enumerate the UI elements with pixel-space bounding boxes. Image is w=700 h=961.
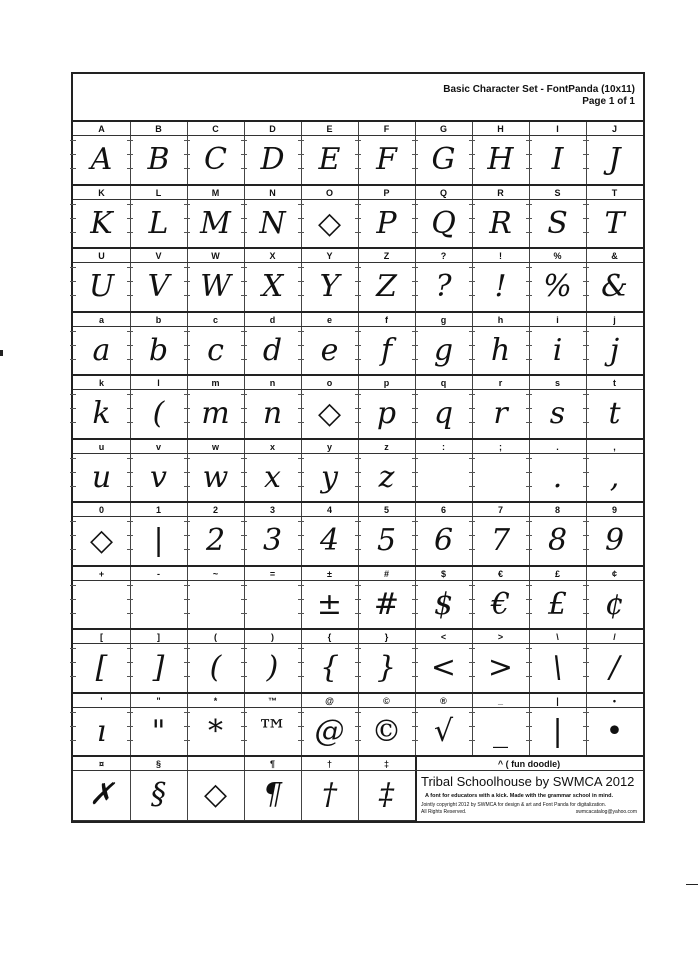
cell-label: E <box>301 122 358 136</box>
glyph-sample: s <box>529 390 586 440</box>
cell-label: ) <box>244 630 301 644</box>
cell-label: @ <box>301 694 358 708</box>
cell-label: V <box>130 249 187 263</box>
character-grid <box>73 122 643 821</box>
cell-label: Y <box>301 249 358 263</box>
cell-label: ¢ <box>586 567 643 581</box>
cell-label: B <box>130 122 187 136</box>
cell-label: 4 <box>301 503 358 517</box>
glyph-sample: ± <box>301 581 358 631</box>
row-divider <box>73 122 643 186</box>
cell-label: g <box>415 313 472 327</box>
cell-label: L <box>130 186 187 200</box>
glyph-sample: ı <box>73 708 130 758</box>
cell-label: J <box>586 122 643 136</box>
row-divider <box>73 503 643 567</box>
cell-label: Z <box>358 249 415 263</box>
cell-label: ¶ <box>244 757 301 771</box>
glyph-sample: L <box>130 200 187 250</box>
cell-label: ® <box>415 694 472 708</box>
cell-label: f <box>358 313 415 327</box>
glyph-sample: < <box>415 644 472 694</box>
glyph-sample: I <box>529 136 586 186</box>
glyph-sample: | <box>529 708 586 758</box>
sheet-header <box>73 74 643 122</box>
cell-label: + <box>73 567 130 581</box>
glyph-sample: ! <box>472 263 529 313</box>
glyph-sample: • <box>586 708 643 758</box>
cell-label: W <box>187 249 244 263</box>
glyph-sample: M <box>187 200 244 250</box>
cell-label: q <box>415 376 472 390</box>
cell-label: M <box>187 186 244 200</box>
cell-label: * <box>187 694 244 708</box>
sheet-title: Basic Character Set - FontPanda (10x11) <box>443 84 635 95</box>
cell-label: © <box>358 694 415 708</box>
cell-label: ± <box>301 567 358 581</box>
glyph-sample: ) <box>244 644 301 694</box>
glyph-sample: ™ <box>244 708 301 758</box>
cell-label: $ <box>415 567 472 581</box>
cell-label: ™ <box>244 694 301 708</box>
glyph-sample: % <box>529 263 586 313</box>
cell-label: v <box>130 440 187 454</box>
cell-label: € <box>472 567 529 581</box>
cell-label: ‡ <box>358 757 415 771</box>
cell-label: t <box>586 376 643 390</box>
glyph-sample: Q <box>415 200 472 250</box>
glyph-sample: Y <box>301 263 358 313</box>
glyph-sample: . <box>529 454 586 504</box>
glyph-sample: £ <box>529 581 586 631</box>
glyph-sample: | <box>130 517 187 567</box>
row-divider <box>73 376 643 440</box>
glyph-sample: B <box>130 136 187 186</box>
cell-label: 9 <box>586 503 643 517</box>
cell-label: Q <box>415 186 472 200</box>
glyph-sample: i <box>529 327 586 377</box>
footer-email: swmcacatalog@yahoo.com <box>575 809 637 815</box>
cell-label: G <box>415 122 472 136</box>
cell-label: w <box>187 440 244 454</box>
cell-label: C <box>187 122 244 136</box>
cell-label: : <box>415 440 472 454</box>
glyph-sample: H <box>472 136 529 186</box>
glyph-sample: ( <box>130 390 187 440</box>
glyph-sample: m <box>187 390 244 440</box>
cell-label: # <box>358 567 415 581</box>
cell-label: | <box>529 694 586 708</box>
glyph-sample: d <box>244 327 301 377</box>
cell-label: ] <box>130 630 187 644</box>
glyph-sample: ( <box>187 644 244 694</box>
glyph-sample: 3 <box>244 517 301 567</box>
cell-label: / <box>586 630 643 644</box>
glyph-sample: \ <box>529 644 586 694</box>
row-divider <box>73 567 643 631</box>
glyph-sample: t <box>586 390 643 440</box>
cell-label: { <box>301 630 358 644</box>
cell-label: e <box>301 313 358 327</box>
cell-label: ! <box>472 249 529 263</box>
glyph-sample: p <box>358 390 415 440</box>
cell-label: y <box>301 440 358 454</box>
cell-label: K <box>73 186 130 200</box>
cell-label: 1 <box>130 503 187 517</box>
glyph-sample: b <box>130 327 187 377</box>
cell-label: F <box>358 122 415 136</box>
glyph-sample: v <box>130 454 187 504</box>
glyph-sample: ◇ <box>73 517 130 567</box>
cell-label: x <box>244 440 301 454</box>
cell-label: † <box>301 757 358 771</box>
glyph-sample: Z <box>358 263 415 313</box>
glyph-sample: ¶ <box>244 771 301 821</box>
glyph-sample: * <box>187 708 244 758</box>
glyph-sample: @ <box>301 708 358 758</box>
cell-label: 3 <box>244 503 301 517</box>
glyph-sample: 7 <box>472 517 529 567</box>
glyph-sample: © <box>358 708 415 758</box>
cell-label <box>187 757 244 771</box>
glyph-sample: h <box>472 327 529 377</box>
glyph-sample: R <box>472 200 529 250</box>
glyph-sample: J <box>586 136 643 186</box>
cell-label: £ <box>529 567 586 581</box>
footer-title: Tribal Schoolhouse by SWMCA 2012 <box>421 774 635 789</box>
glyph-sample: ◇ <box>301 200 358 250</box>
footer-rights: All Rights Reserved. <box>421 809 467 815</box>
glyph-sample: ] <box>130 644 187 694</box>
cell-label: ~ <box>187 567 244 581</box>
cell-label: N <box>244 186 301 200</box>
glyph-sample: ? <box>415 263 472 313</box>
cell-label: I <box>529 122 586 136</box>
glyph-sample: K <box>73 200 130 250</box>
glyph-sample: 4 <box>301 517 358 567</box>
cell-label: A <box>73 122 130 136</box>
glyph-sample: E <box>301 136 358 186</box>
cell-label: > <box>472 630 529 644</box>
cell-label: D <box>244 122 301 136</box>
cell-label: n <box>244 376 301 390</box>
row-divider <box>73 440 643 504</box>
cell-label: d <box>244 313 301 327</box>
cell-label: = <box>244 567 301 581</box>
cell-label: X <box>244 249 301 263</box>
glyph-sample: & <box>586 263 643 313</box>
cell-label: P <box>358 186 415 200</box>
glyph-sample: _ <box>472 708 529 758</box>
cell-label: l <box>130 376 187 390</box>
footer-copyright: Jointly copyright 2012 by SWMCA for design & art and Font Panda for digitalization. <box>421 802 607 808</box>
glyph-sample: 9 <box>586 517 643 567</box>
cell-label: 7 <box>472 503 529 517</box>
glyph-sample: w <box>187 454 244 504</box>
glyph-sample: [ <box>73 644 130 694</box>
cell-label: R <box>472 186 529 200</box>
cell-label: k <box>73 376 130 390</box>
cell-label: § <box>130 757 187 771</box>
glyph-sample: € <box>472 581 529 631</box>
glyph-sample: ◇ <box>187 771 244 821</box>
glyph-sample: W <box>187 263 244 313</box>
glyph-sample: } <box>358 644 415 694</box>
glyph-sample: r <box>472 390 529 440</box>
glyph-sample: T <box>586 200 643 250</box>
glyph-sample: " <box>130 708 187 758</box>
cell-label: ¤ <box>73 757 130 771</box>
row-divider <box>73 694 643 758</box>
cell-label: • <box>586 694 643 708</box>
glyph-sample: C <box>187 136 244 186</box>
cell-label: . <box>529 440 586 454</box>
glyph-sample: ◇ <box>301 390 358 440</box>
glyph-sample: √ <box>415 708 472 758</box>
glyph-sample: > <box>472 644 529 694</box>
glyph-sample: { <box>301 644 358 694</box>
cell-label: \ <box>529 630 586 644</box>
cell-label: ( <box>187 630 244 644</box>
glyph-sample: § <box>130 771 187 821</box>
glyph-sample: X <box>244 263 301 313</box>
cell-label: c <box>187 313 244 327</box>
glyph-sample: $ <box>415 581 472 631</box>
glyph-sample: D <box>244 136 301 186</box>
cell-label: b <box>130 313 187 327</box>
glyph-sample: 8 <box>529 517 586 567</box>
glyph-sample: a <box>73 327 130 377</box>
cell-label: m <box>187 376 244 390</box>
glyph-sample: k <box>73 390 130 440</box>
row-divider <box>73 249 643 313</box>
cell-label: a <box>73 313 130 327</box>
cell-label: % <box>529 249 586 263</box>
cell-label: , <box>586 440 643 454</box>
doodle-label: ^ ( fun doodle) <box>415 757 643 771</box>
cell-label: } <box>358 630 415 644</box>
cell-label: ; <box>472 440 529 454</box>
cell-label: h <box>472 313 529 327</box>
glyph-sample: g <box>415 327 472 377</box>
glyph-sample: S <box>529 200 586 250</box>
cell-label: ? <box>415 249 472 263</box>
cell-label: < <box>415 630 472 644</box>
glyph-sample: f <box>358 327 415 377</box>
glyph-sample: F <box>358 136 415 186</box>
cell-label: u <box>73 440 130 454</box>
glyph-sample: e <box>301 327 358 377</box>
glyph-sample: x <box>244 454 301 504</box>
glyph-sample: q <box>415 390 472 440</box>
glyph-sample: u <box>73 454 130 504</box>
glyph-sample: ✗ <box>73 771 130 821</box>
cell-label: 8 <box>529 503 586 517</box>
cell-label: z <box>358 440 415 454</box>
cell-label: S <box>529 186 586 200</box>
cell-label: i <box>529 313 586 327</box>
glyph-sample: c <box>187 327 244 377</box>
glyph-sample: y <box>301 454 358 504</box>
glyph-sample: 5 <box>358 517 415 567</box>
row-divider <box>73 313 643 377</box>
row-divider <box>73 630 643 694</box>
page-indicator: Page 1 of 1 <box>582 96 635 107</box>
cell-label: 2 <box>187 503 244 517</box>
glyph-sample: A <box>73 136 130 186</box>
character-sheet <box>71 72 645 823</box>
cell-label: & <box>586 249 643 263</box>
cell-label: U <box>73 249 130 263</box>
row-divider <box>73 186 643 250</box>
glyph-sample: z <box>358 454 415 504</box>
cell-label: H <box>472 122 529 136</box>
cell-label: s <box>529 376 586 390</box>
glyph-sample: j <box>586 327 643 377</box>
cell-label: _ <box>472 694 529 708</box>
cell-label: [ <box>73 630 130 644</box>
cell-label: O <box>301 186 358 200</box>
glyph-sample: 2 <box>187 517 244 567</box>
glyph-sample: V <box>130 263 187 313</box>
glyph-sample: 6 <box>415 517 472 567</box>
cell-label: " <box>130 694 187 708</box>
cell-label: ' <box>73 694 130 708</box>
scan-mark <box>686 884 698 885</box>
glyph-sample: / <box>586 644 643 694</box>
glyph-sample: ‡ <box>358 771 415 821</box>
cell-label: 5 <box>358 503 415 517</box>
glyph-sample: P <box>358 200 415 250</box>
cell-label: r <box>472 376 529 390</box>
glyph-sample: n <box>244 390 301 440</box>
glyph-sample: ¢ <box>586 581 643 631</box>
footer-tagline: A font for educators with a kick. Made with the grammar school in mind. <box>425 793 614 799</box>
cell-label: 6 <box>415 503 472 517</box>
glyph-sample: † <box>301 771 358 821</box>
glyph-sample: G <box>415 136 472 186</box>
glyph-sample: # <box>358 581 415 631</box>
cell-label: p <box>358 376 415 390</box>
cell-label: o <box>301 376 358 390</box>
glyph-sample: U <box>73 263 130 313</box>
glyph-sample: , <box>586 454 643 504</box>
cell-label: T <box>586 186 643 200</box>
cell-label: - <box>130 567 187 581</box>
cell-label: 0 <box>73 503 130 517</box>
scan-mark <box>0 350 3 356</box>
glyph-sample: N <box>244 200 301 250</box>
cell-label: j <box>586 313 643 327</box>
